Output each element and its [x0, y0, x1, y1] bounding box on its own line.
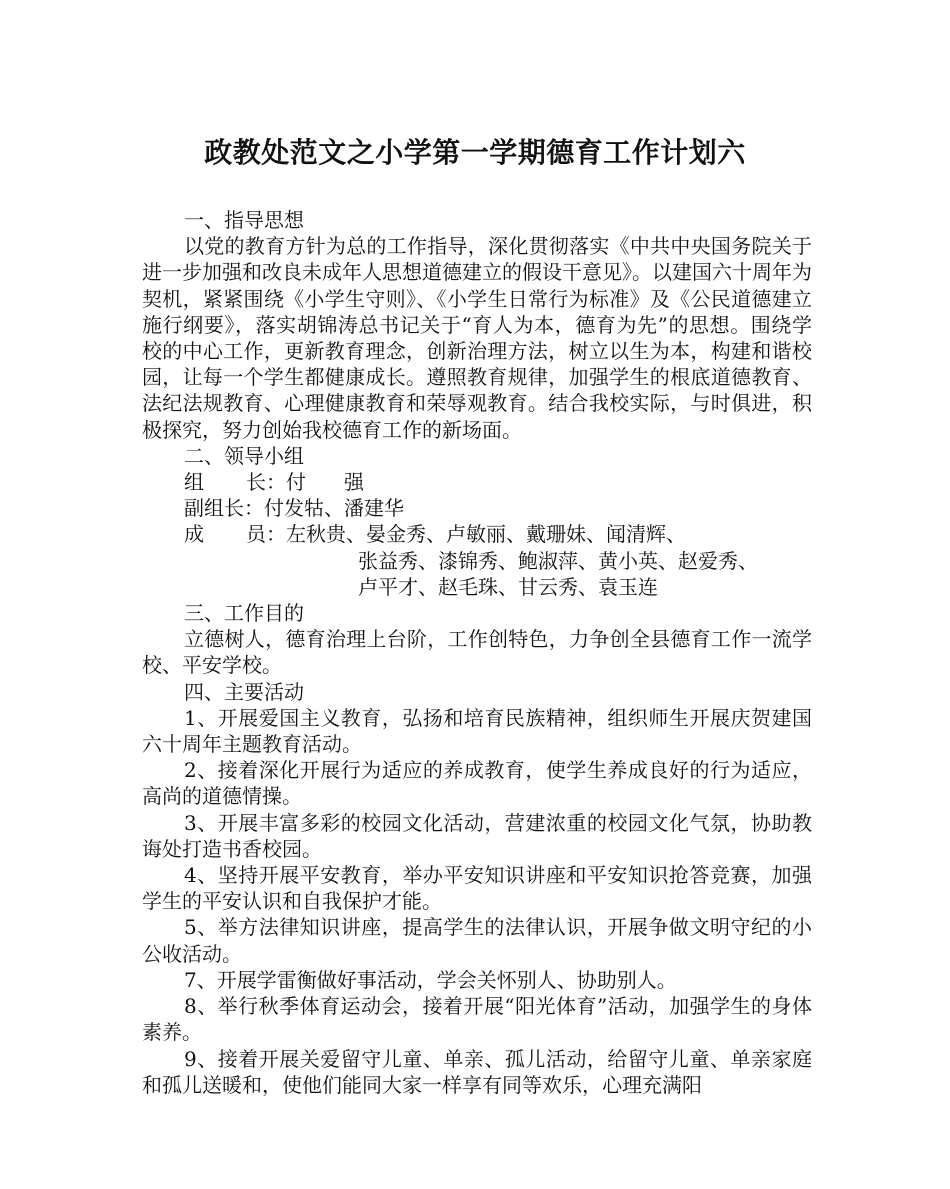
- member-line-2: 张益秀、漆锦秀、鲍淑萍、黄小英、赵爱秀、: [358, 548, 758, 573]
- section-heading-guiding-thought: 一、指导思想: [184, 208, 304, 232]
- section-heading-goal: 三、工作目的: [184, 601, 304, 626]
- activity-item: 1、开展爱国主义教育，弘扬和培育民族精神，组织师生开展庆贺建国六十周年主题教育活动。: [142, 705, 812, 757]
- leader-line: [142, 469, 812, 495]
- member-label-a: 成: [184, 522, 204, 547]
- member-line-3: 卢平才、赵毛珠、甘云秀、袁玉连: [358, 574, 658, 599]
- activity-item: 3、开展丰富多彩的校园文化活动，营建浓重的校园文化气氛，协助教诲处打造书香校园。: [142, 810, 812, 861]
- document-title: 政教处范文之小学第一学期德育工作计划六: [204, 136, 746, 169]
- leader-name-tail: 强: [344, 470, 364, 495]
- paragraph-goal: 立德树人，德育治理上台阶，工作创特色，力争创全县德育工作一流学校、平安学校。: [142, 627, 812, 678]
- activity-item: 4、坚持开展平安教育，举办平安知识讲座和平安知识抢答竞赛，加强学生的平安认识和自我保护才能。: [142, 863, 812, 914]
- section-heading-leadership: 二、领导小组: [184, 443, 304, 468]
- member-line-1: [184, 521, 812, 547]
- section-heading-activities: 四、主要活动: [184, 679, 304, 704]
- leader-label-a: 组: [184, 470, 204, 495]
- activity-item: 7、开展学雷衡做好事活动，学会关怀别人、协助别人。: [184, 967, 677, 992]
- document-body: [142, 207, 812, 1098]
- member-label-b: 员：左秋贵、晏金秀、卢敏丽、戴珊妹、闻清辉、: [246, 522, 686, 547]
- activity-item: 8、举行秋季体育运动会，接着开展“阳光体育”活动，加强学生的身体素养。: [142, 994, 812, 1045]
- vice-leader-line: 副组长：付发牯、潘建华: [184, 496, 404, 521]
- activity-item: 5、举方法律知识讲座，提高学生的法律认识，开展争做文明守纪的小公收活动。: [142, 915, 812, 966]
- activity-item: 2、接着深化开展行为适应的养成教育，使学生养成良好的行为适应，高尚的道德情操。: [142, 758, 812, 809]
- activity-item: 9、接着开展关爱留守儿童、单亲、孤儿活动，给留守儿童、单亲家庭和孤儿送暖和，使他们能同大家一样享有同等欢乐，心理充满阳: [142, 1046, 812, 1097]
- paragraph-guiding-thought: 以党的教育方针为总的工作指导，深化贯彻落实《中共中央国务院关于进一步加强和改良未成年人思想道德建立的假设干意见》。以建国六十周年为契机，紧紧围绕《小学生守则》、《小学生日常行为标准》及《公民道德建立施行纲要》，落实胡锦涛总书记关于“育人为本，德育为先”的思想。围绕学校的中心工作，更新教育理念，创新治理方法，树立以生为本，构建和谐校园，让每一个学生都健康成长。遵照教育规律，加强学生的根底道德教育、法纪法规教育、心理健康教育和荣辱观教育。结合我校实际，与时俱进，积极探究，努力创始我校德育工作的新场面。: [142, 234, 812, 442]
- leader-label-b: 长：付: [246, 470, 306, 495]
- members-block: [142, 521, 812, 600]
